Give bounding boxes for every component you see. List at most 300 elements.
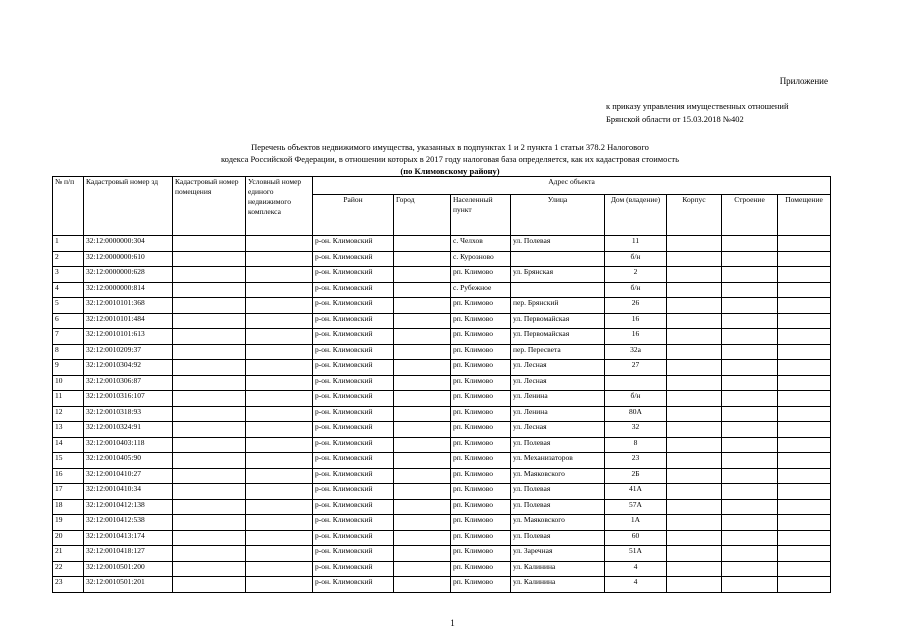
header-locality: Населенный пункт <box>451 195 511 236</box>
cell-house: 41А <box>605 484 667 500</box>
cell-district: р-он. Климовский <box>313 499 394 515</box>
cell-street: ул. Механизаторов <box>511 453 605 469</box>
cell-city <box>394 313 451 329</box>
cell-house: 16 <box>605 329 667 345</box>
cell-district: р-он. Климовский <box>313 282 394 298</box>
cell-city <box>394 561 451 577</box>
cell-cadastral: 32:12:0010101:613 <box>84 329 173 345</box>
cell-room-number <box>173 577 246 593</box>
cell-num: 1 <box>53 236 84 252</box>
cell-city <box>394 329 451 345</box>
table-row <box>53 298 831 314</box>
table-row <box>53 546 831 562</box>
cell-complex-number <box>246 313 313 329</box>
cell-street: ул. Лесная <box>511 375 605 391</box>
header-address: Адрес объекта <box>313 177 831 195</box>
cell-locality: рп. Климово <box>451 360 511 376</box>
table-row <box>53 375 831 391</box>
property-table <box>52 176 831 593</box>
cell-num: 8 <box>53 344 84 360</box>
header-complex-number: Условный номер единого недвижимого комплекса <box>246 177 313 236</box>
table-row <box>53 360 831 376</box>
title-district: (по Климовскому району) <box>400 166 500 176</box>
title-line-1: Перечень объектов недвижимого имущества, указанных в подпунктах 1 и 2 пункта 1 статьи 378.2 Налогового <box>251 142 649 152</box>
cell-room-number <box>173 453 246 469</box>
cell-building <box>667 329 722 345</box>
header-house: Дом (владение) <box>605 195 667 236</box>
cell-house: 27 <box>605 360 667 376</box>
cell-locality: рп. Климово <box>451 329 511 345</box>
cell-district: р-он. Климовский <box>313 546 394 562</box>
cell-building <box>667 499 722 515</box>
cell-house: б/н <box>605 282 667 298</box>
cell-num: 23 <box>53 577 84 593</box>
cell-locality: рп. Климово <box>451 499 511 515</box>
cell-district: р-он. Климовский <box>313 391 394 407</box>
cell-structure <box>722 375 778 391</box>
cell-building <box>667 561 722 577</box>
cell-complex-number <box>246 577 313 593</box>
cell-cadastral: 32:12:0010101:368 <box>84 298 173 314</box>
cell-cadastral: 32:12:0010304:92 <box>84 360 173 376</box>
cell-house: 16 <box>605 313 667 329</box>
cell-cadastral: 32:12:0000000:628 <box>84 267 173 283</box>
cell-room <box>778 530 831 546</box>
cell-room-number <box>173 406 246 422</box>
cell-cadastral: 32:12:0010405:90 <box>84 453 173 469</box>
page-number: 1 <box>450 618 455 628</box>
cell-locality: рп. Климово <box>451 298 511 314</box>
cell-complex-number <box>246 499 313 515</box>
cell-room-number <box>173 329 246 345</box>
cell-num: 7 <box>53 329 84 345</box>
cell-city <box>394 360 451 376</box>
cell-structure <box>722 499 778 515</box>
cell-district: р-он. Климовский <box>313 344 394 360</box>
cell-locality: рп. Климово <box>451 437 511 453</box>
cell-building <box>667 391 722 407</box>
cell-room <box>778 468 831 484</box>
cell-district: р-он. Климовский <box>313 515 394 531</box>
cell-street: ул. Маяковского <box>511 468 605 484</box>
table-row <box>53 577 831 593</box>
cell-complex-number <box>246 267 313 283</box>
cell-num: 19 <box>53 515 84 531</box>
cell-district: р-он. Климовский <box>313 437 394 453</box>
cell-room <box>778 344 831 360</box>
cell-city <box>394 468 451 484</box>
cell-district: р-он. Климовский <box>313 577 394 593</box>
cell-structure <box>722 344 778 360</box>
cell-district: р-он. Климовский <box>313 236 394 252</box>
cell-complex-number <box>246 375 313 391</box>
cell-locality: рп. Климово <box>451 453 511 469</box>
cell-district: р-он. Климовский <box>313 484 394 500</box>
cell-house: 32 <box>605 422 667 438</box>
table-row <box>53 236 831 252</box>
cell-room <box>778 360 831 376</box>
cell-city <box>394 530 451 546</box>
cell-building <box>667 577 722 593</box>
cell-room <box>778 515 831 531</box>
cell-street: пер. Брянский <box>511 298 605 314</box>
cell-city <box>394 437 451 453</box>
cell-street: ул. Ленина <box>511 406 605 422</box>
cell-room <box>778 499 831 515</box>
cell-street: ул. Полевая <box>511 484 605 500</box>
cell-structure <box>722 313 778 329</box>
cell-building <box>667 282 722 298</box>
cell-complex-number <box>246 468 313 484</box>
cell-room-number <box>173 530 246 546</box>
cell-room <box>778 453 831 469</box>
cell-num: 13 <box>53 422 84 438</box>
cell-structure <box>722 236 778 252</box>
cell-structure <box>722 515 778 531</box>
header-room-number: Кадастровый номер помещения <box>173 177 246 236</box>
cell-building <box>667 515 722 531</box>
cell-num: 21 <box>53 546 84 562</box>
cell-house: 60 <box>605 530 667 546</box>
cell-complex-number <box>246 453 313 469</box>
cell-building <box>667 251 722 267</box>
cell-city <box>394 267 451 283</box>
cell-building <box>667 360 722 376</box>
cell-room <box>778 484 831 500</box>
header-street: Улица <box>511 195 605 236</box>
cell-street: ул. Полевая <box>511 530 605 546</box>
cell-building <box>667 406 722 422</box>
cell-room-number <box>173 484 246 500</box>
cell-room <box>778 251 831 267</box>
cell-building <box>667 484 722 500</box>
cell-room-number <box>173 267 246 283</box>
cell-room <box>778 391 831 407</box>
cell-room-number <box>173 499 246 515</box>
cell-complex-number <box>246 344 313 360</box>
cell-structure <box>722 453 778 469</box>
cell-room-number <box>173 468 246 484</box>
cell-room-number <box>173 561 246 577</box>
cell-street: ул. Ленина <box>511 391 605 407</box>
cell-cadastral: 32:12:0010324:91 <box>84 422 173 438</box>
cell-room-number <box>173 375 246 391</box>
cell-structure <box>722 282 778 298</box>
cell-city <box>394 577 451 593</box>
cell-cadastral: 32:12:0010316:107 <box>84 391 173 407</box>
cell-street: ул. Калинина <box>511 577 605 593</box>
cell-district: р-он. Климовский <box>313 267 394 283</box>
cell-num: 17 <box>53 484 84 500</box>
document-title <box>150 141 750 177</box>
cell-room <box>778 561 831 577</box>
cell-district: р-он. Климовский <box>313 406 394 422</box>
cell-locality: рп. Климово <box>451 422 511 438</box>
cell-district: р-он. Климовский <box>313 561 394 577</box>
table-row <box>53 530 831 546</box>
cell-cadastral: 32:12:0010410:27 <box>84 468 173 484</box>
cell-cadastral: 32:12:0010418:127 <box>84 546 173 562</box>
cell-city <box>394 406 451 422</box>
cell-complex-number <box>246 298 313 314</box>
cell-street <box>511 282 605 298</box>
cell-street: ул. Брянская <box>511 267 605 283</box>
header-num: № п/п <box>53 177 84 236</box>
cell-building <box>667 298 722 314</box>
cell-num: 10 <box>53 375 84 391</box>
cell-locality: рп. Климово <box>451 344 511 360</box>
cell-cadastral: 32:12:0010306:87 <box>84 375 173 391</box>
cell-locality: рп. Климово <box>451 530 511 546</box>
cell-complex-number <box>246 437 313 453</box>
cell-house: 51А <box>605 546 667 562</box>
cell-district: р-он. Климовский <box>313 251 394 267</box>
header-room: Помещение <box>778 195 831 236</box>
cell-locality: рп. Климово <box>451 313 511 329</box>
cell-complex-number <box>246 251 313 267</box>
cell-room-number <box>173 515 246 531</box>
cell-cadastral: 32:12:0010403:118 <box>84 437 173 453</box>
cell-num: 9 <box>53 360 84 376</box>
cell-num: 22 <box>53 561 84 577</box>
cell-cadastral: 32:12:0010501:201 <box>84 577 173 593</box>
cell-house: 4 <box>605 561 667 577</box>
cell-city <box>394 251 451 267</box>
cell-street: ул. Полевая <box>511 499 605 515</box>
cell-house: 2 <box>605 267 667 283</box>
cell-house: б/н <box>605 251 667 267</box>
cell-complex-number <box>246 515 313 531</box>
cell-city <box>394 484 451 500</box>
cell-building <box>667 267 722 283</box>
cell-cadastral: 32:12:0010412:538 <box>84 515 173 531</box>
cell-building <box>667 468 722 484</box>
cell-street: ул. Заречная <box>511 546 605 562</box>
cell-locality: с. Рубежное <box>451 282 511 298</box>
cell-structure <box>722 360 778 376</box>
table-body <box>53 236 831 593</box>
cell-building <box>667 422 722 438</box>
cell-num: 12 <box>53 406 84 422</box>
cell-city <box>394 391 451 407</box>
cell-street: ул. Полевая <box>511 437 605 453</box>
cell-num: 11 <box>53 391 84 407</box>
cell-house: 2Б <box>605 468 667 484</box>
cell-district: р-он. Климовский <box>313 422 394 438</box>
cell-building <box>667 530 722 546</box>
cell-city <box>394 282 451 298</box>
cell-locality: рп. Климово <box>451 468 511 484</box>
table-row <box>53 344 831 360</box>
cell-room-number <box>173 236 246 252</box>
cell-cadastral: 32:12:0000000:610 <box>84 251 173 267</box>
cell-structure <box>722 406 778 422</box>
cell-structure <box>722 391 778 407</box>
table-row <box>53 484 831 500</box>
table-row <box>53 453 831 469</box>
cell-house: 11 <box>605 236 667 252</box>
cell-room <box>778 422 831 438</box>
cell-building <box>667 313 722 329</box>
cell-house: 4 <box>605 577 667 593</box>
table-row <box>53 267 831 283</box>
cell-room-number <box>173 360 246 376</box>
cell-structure <box>722 561 778 577</box>
cell-room <box>778 236 831 252</box>
table-row <box>53 437 831 453</box>
cell-cadastral: 32:12:0010410:34 <box>84 484 173 500</box>
cell-locality: с. Челхов <box>451 236 511 252</box>
cell-complex-number <box>246 360 313 376</box>
cell-building <box>667 546 722 562</box>
cell-num: 3 <box>53 267 84 283</box>
cell-room <box>778 437 831 453</box>
cell-cadastral: 32:12:0010501:200 <box>84 561 173 577</box>
cell-room-number <box>173 391 246 407</box>
cell-city <box>394 515 451 531</box>
header-cadastral: Кадастровый номер зд <box>84 177 173 236</box>
cell-city <box>394 236 451 252</box>
cell-cadastral: 32:12:0010412:138 <box>84 499 173 515</box>
cell-building <box>667 453 722 469</box>
header-city: Город <box>394 195 451 236</box>
table-row <box>53 251 831 267</box>
cell-building <box>667 344 722 360</box>
cell-structure <box>722 437 778 453</box>
cell-locality: с. Курозново <box>451 251 511 267</box>
cell-room-number <box>173 282 246 298</box>
cell-building <box>667 375 722 391</box>
cell-room-number <box>173 546 246 562</box>
cell-house: 32а <box>605 344 667 360</box>
cell-complex-number <box>246 561 313 577</box>
cell-num: 2 <box>53 251 84 267</box>
cell-room-number <box>173 313 246 329</box>
cell-complex-number <box>246 484 313 500</box>
cell-cadastral: 32:12:0010318:93 <box>84 406 173 422</box>
cell-cadastral: 32:12:0010209:37 <box>84 344 173 360</box>
cell-structure <box>722 298 778 314</box>
header-district: Район <box>313 195 394 236</box>
table-row <box>53 499 831 515</box>
table-row <box>53 422 831 438</box>
cell-structure <box>722 530 778 546</box>
table-row <box>53 313 831 329</box>
cell-num: 20 <box>53 530 84 546</box>
cell-cadastral: 32:12:0000000:814 <box>84 282 173 298</box>
cell-city <box>394 344 451 360</box>
cell-house: 80А <box>605 406 667 422</box>
cell-num: 5 <box>53 298 84 314</box>
cell-structure <box>722 251 778 267</box>
table-row <box>53 391 831 407</box>
cell-street: ул. Первомайская <box>511 329 605 345</box>
cell-cadastral: 32:12:0000000:304 <box>84 236 173 252</box>
cell-city <box>394 375 451 391</box>
cell-complex-number <box>246 282 313 298</box>
cell-house: 23 <box>605 453 667 469</box>
cell-street: ул. Лесная <box>511 422 605 438</box>
cell-house: 8 <box>605 437 667 453</box>
cell-room <box>778 546 831 562</box>
order-reference <box>606 100 789 126</box>
cell-street: ул. Первомайская <box>511 313 605 329</box>
cell-street <box>511 251 605 267</box>
cell-structure <box>722 546 778 562</box>
cell-complex-number <box>246 422 313 438</box>
cell-street: ул. Лесная <box>511 360 605 376</box>
cell-district: р-он. Климовский <box>313 530 394 546</box>
cell-city <box>394 453 451 469</box>
table-row <box>53 406 831 422</box>
table-row <box>53 282 831 298</box>
cell-locality: рп. Климово <box>451 391 511 407</box>
cell-district: р-он. Климовский <box>313 453 394 469</box>
table-row <box>53 468 831 484</box>
cell-num: 6 <box>53 313 84 329</box>
cell-district: р-он. Климовский <box>313 298 394 314</box>
cell-house: 1А <box>605 515 667 531</box>
cell-num: 16 <box>53 468 84 484</box>
cell-room <box>778 406 831 422</box>
cell-complex-number <box>246 406 313 422</box>
title-line-2: кодекса Российской Федерации, в отношении которых в 2017 году налоговая база определяется, как их кадастровая стоимость <box>220 154 679 164</box>
cell-room-number <box>173 298 246 314</box>
cell-locality: рп. Климово <box>451 375 511 391</box>
cell-complex-number <box>246 391 313 407</box>
cell-house: 57А <box>605 499 667 515</box>
cell-city <box>394 499 451 515</box>
appendix-label: Приложение <box>779 76 828 86</box>
header-building: Корпус <box>667 195 722 236</box>
cell-room-number <box>173 422 246 438</box>
cell-district: р-он. Климовский <box>313 375 394 391</box>
cell-num: 14 <box>53 437 84 453</box>
cell-complex-number <box>246 236 313 252</box>
cell-district: р-он. Климовский <box>313 468 394 484</box>
table-row <box>53 329 831 345</box>
cell-complex-number <box>246 329 313 345</box>
cell-structure <box>722 267 778 283</box>
cell-locality: рп. Климово <box>451 577 511 593</box>
cell-locality: рп. Климово <box>451 484 511 500</box>
order-line-1: к приказу управления имущественных отношений <box>606 101 789 111</box>
header-structure: Строение <box>722 195 778 236</box>
cell-room <box>778 267 831 283</box>
cell-city <box>394 546 451 562</box>
cell-room <box>778 282 831 298</box>
cell-locality: рп. Климово <box>451 546 511 562</box>
cell-locality: рп. Климово <box>451 267 511 283</box>
cell-locality: рп. Климово <box>451 515 511 531</box>
cell-street: пер. Пересвета <box>511 344 605 360</box>
cell-num: 18 <box>53 499 84 515</box>
cell-num: 4 <box>53 282 84 298</box>
cell-room <box>778 313 831 329</box>
cell-street: ул. Полевая <box>511 236 605 252</box>
table-row <box>53 561 831 577</box>
cell-num: 15 <box>53 453 84 469</box>
cell-house: 26 <box>605 298 667 314</box>
cell-room <box>778 577 831 593</box>
cell-district: р-он. Климовский <box>313 313 394 329</box>
cell-structure <box>722 484 778 500</box>
cell-house <box>605 375 667 391</box>
cell-building <box>667 236 722 252</box>
cell-cadastral: 32:12:0010101:484 <box>84 313 173 329</box>
cell-room-number <box>173 437 246 453</box>
cell-room-number <box>173 251 246 267</box>
